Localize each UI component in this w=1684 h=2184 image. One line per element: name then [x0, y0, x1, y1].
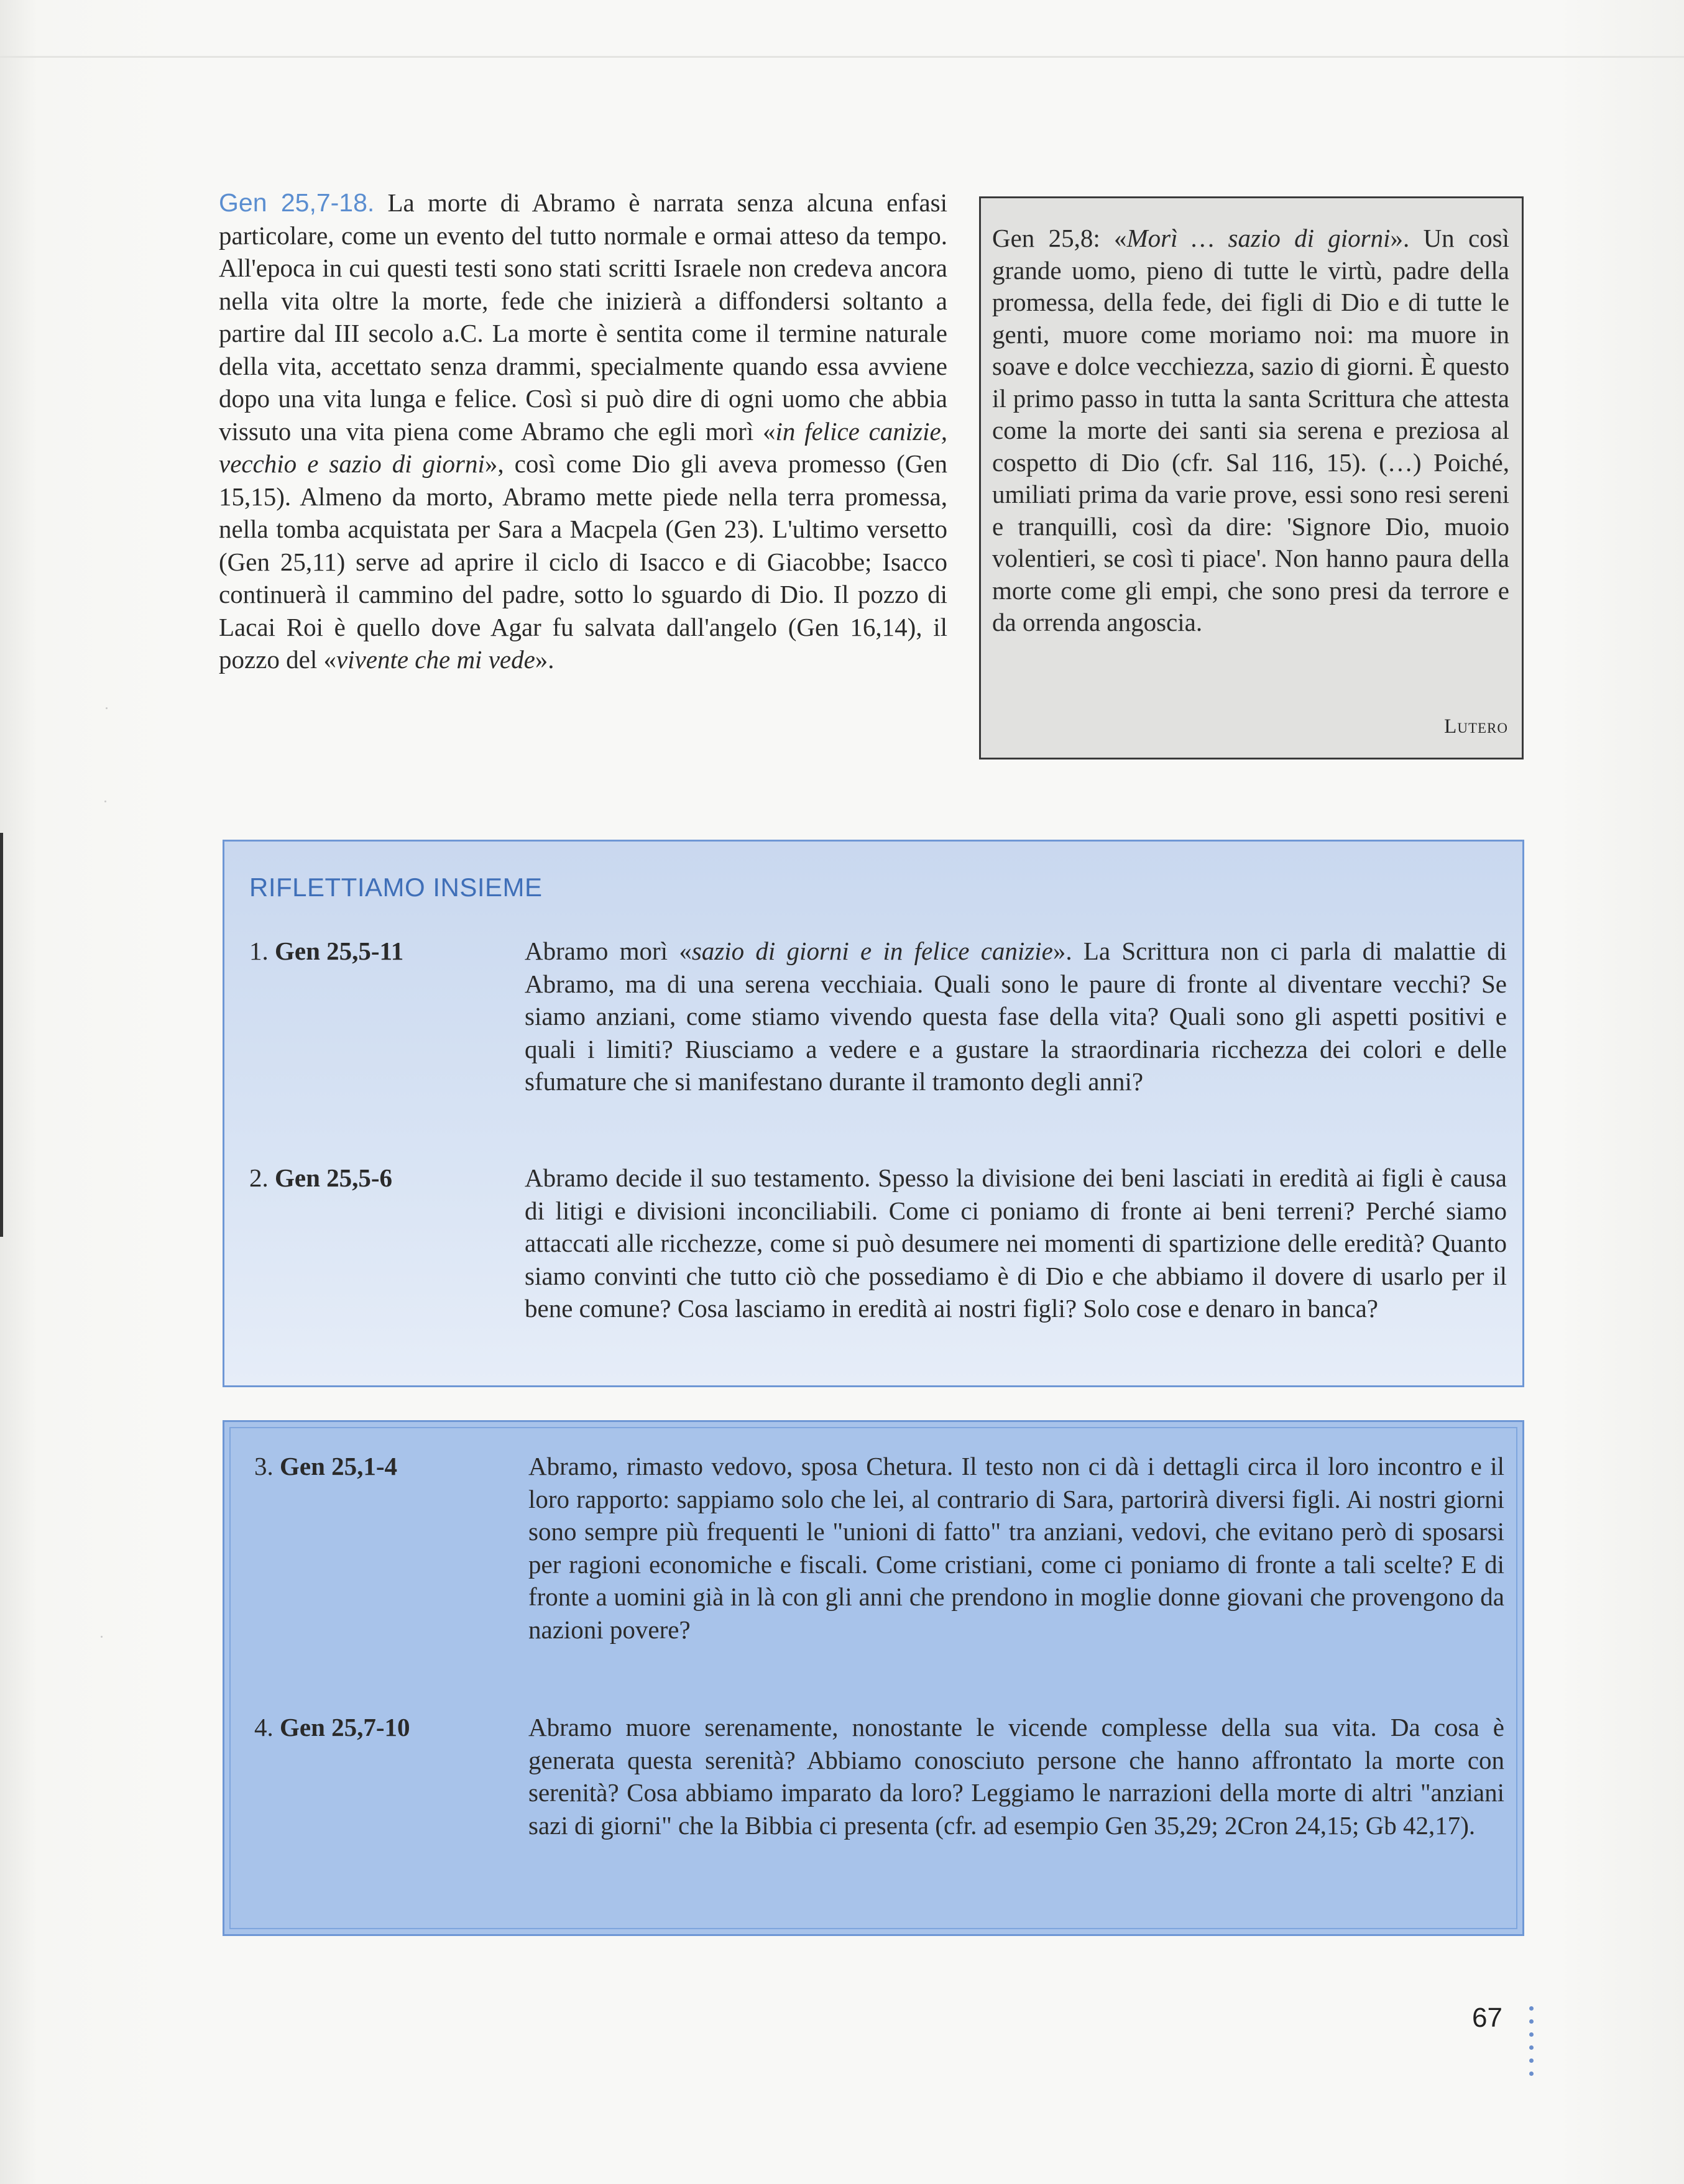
left-italic-2: vivente che mi vede [336, 645, 535, 674]
page-left-edge [0, 833, 3, 1237]
quote-italic-1: Morì … sazio di giorni [1126, 224, 1391, 252]
item-label [254, 1450, 397, 1483]
item-text-body: ». La Scrittura non ci parla di malattie di Abramo, ma di una serena vecchiaia. Quali sono le paure di fronte al diventare vecchi? Se siamo anziani, come stiamo vivendo questa fase della vita? Quali sono gli aspetti positivi e quali i limiti? Riusciamo a vedere e a gustare la straordinaria ricchezza dei colori e delle sfumature che si manifestano durante il tramonto degli anni? [525, 937, 1507, 1096]
passage-reference: Gen 25,7-18. [219, 188, 375, 217]
left-text-2: », così come Dio gli aveva promesso (Gen 15,15). Almeno da morto, Abramo mette piede nella terra promessa, nella tomba acquistata per Sara a Macpela (Gen 23). L'ultimo versetto (Gen 25,11) serve ad aprire il ciclo di Isacco e di Giacobbe; Isacco continuerà il cammino del padre, sotto lo sguardo di Dio. Il pozzo di Lacai Roi è quello dove Agar fu salvata dall'angelo (Gen 16,14), il pozzo del « [219, 449, 947, 674]
item-number: 3. [254, 1452, 274, 1480]
page-top-edge [0, 56, 1684, 58]
reflection-box-light [223, 840, 1524, 1387]
quote-author: Lutero [1444, 715, 1508, 738]
luther-quote-box [979, 196, 1524, 759]
left-italic-1: in felice canizie, vecchio e sazio di giorni [219, 416, 947, 478]
quote-text-1: Gen 25,8: « [992, 224, 1127, 252]
page-number-dots [1529, 2006, 1537, 2085]
item-reference: Gen 25,1-4 [280, 1452, 398, 1480]
item-number: 2. [249, 1163, 269, 1192]
item-text: Abramo decide il suo testamento. Spesso la divisione dei beni lasciati in eredità ai figli è causa di litigi e divisioni inconciliabili. Come ci poniamo di fronte ai beni terreni? Perché siamo attaccati alle ricchezze, come si può desumere nei momenti di spartizione delle eredità? Quanto siamo convinti che tutto ciò che possediamo è di Dio e che abbiamo il dovere di usarlo per il bene comune? Cosa lasciamo in eredità ai nostri figli? Solo cose e denaro in banca? [525, 1163, 1507, 1323]
quote-text-2: ». Un così grande uomo, pieno di tutte le virtù, padre della promessa, della fede, dei figli di Dio e di tutte le genti, muore come moriamo noi: ma muore in soave e dolce vecchiezza, sazio di giorni. È questo il primo passo in tutta la santa Scrittura che attesta come la morte dei santi sia serena e preziosa al cospetto di Dio (cfr. Sal 116, 15). (…) Poiché, umiliati prima da varie prove, essi sono resi sereni e tranquilli, così da dire: 'Signore Dio, muoio volentieri, se così ti piace'. Non hanno paura della morte come gli empi, che sono presi da terrore e da orrenda angoscia. [992, 224, 1509, 636]
left-text-3: ». [535, 645, 554, 674]
item-text-pre: Abramo morì « [525, 937, 692, 965]
item-reference: Gen 25,7-10 [280, 1713, 410, 1741]
item-label [249, 935, 403, 968]
item-number: 1. [249, 937, 269, 965]
item-text-italic: sazio di giorni e in felice canizie [691, 937, 1053, 965]
page-number: 67 [1472, 2003, 1502, 2033]
item-text: Abramo muore serenamente, nonostante le vicende complesse della sua vita. Da cosa è generata questa serenità? Abbiamo conosciuto persone che hanno affrontato la morte con serenità? Cosa abbiamo imparato da loro? Leggiamo le narrazioni della morte di altri "anziani sazi di giorni" che la Bibbia ci presenta (cfr. ad esempio Gen 35,29; 2Cron 24,15; Gb 42,17). [528, 1713, 1504, 1840]
item-number: 4. [254, 1713, 274, 1741]
item-text: Abramo, rimasto vedovo, sposa Chetura. Il testo non ci dà i dettagli circa il loro incontro e il loro rapporto: sappiamo solo che lei, al contrario di Sara, partorirà diversi figli. Ai nostri giorni sono sempre più frequenti le "unioni di fatto" tra anziani, vedovi, che evitano però di sposarsi per ragioni economiche e fiscali. Come cristiani, come ci poniamo di fronte a tali scelte? E di fronte a uomini già in là con gli anni che prendono in moglie donne giovani che provengono da nazioni povere? [528, 1452, 1504, 1644]
reflection-box-dark [223, 1420, 1524, 1936]
item-text [525, 935, 1507, 1098]
item-reference: Gen 25,5-6 [275, 1163, 393, 1192]
speck [101, 1636, 103, 1638]
speck [104, 801, 106, 802]
item-reference: Gen 25,5-11 [275, 937, 404, 965]
left-text-1: La morte di Abramo è narrata senza alcuna enfasi particolare, come un evento del tutto normale e ormai atteso da tempo. All'epoca in cui questi testi sono stati scritti Israele non credeva ancora nella vita oltre la morte, fede che inizierà a diffondersi soltanto a partire dal III secolo a.C. La morte è sentita come il termine naturale della vita, accettato senza drammi, specialmente quando essa avviene dopo una vita lunga e felice. Così si può dire di ogni uomo che abbia vissuto una vita piena come Abramo che egli morì « [219, 188, 947, 446]
reflection-title: RIFLETTIAMO INSIEME [249, 873, 543, 902]
speck [106, 707, 108, 709]
item-label [254, 1711, 410, 1744]
item-label [249, 1162, 392, 1195]
left-column-text [219, 186, 947, 676]
